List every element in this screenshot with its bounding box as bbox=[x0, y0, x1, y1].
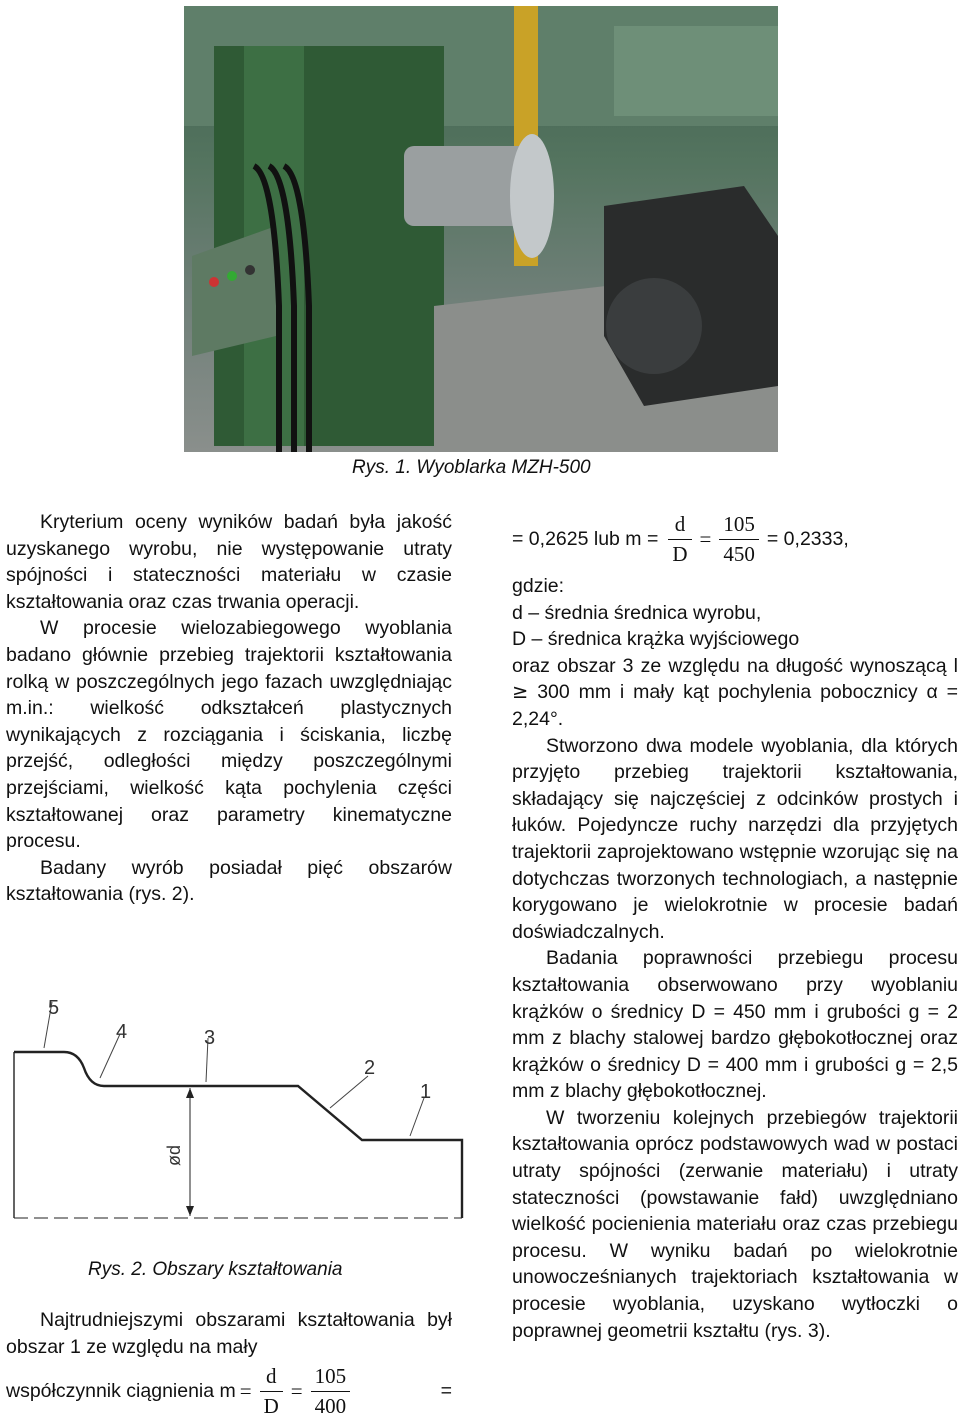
left-paragraph-1: Kryterium oceny wyników badań była jakość uzyskanego wyrobu, nie występowanie utraty spójności i stateczności materiału w czasie kształtowania oraz czas trwania operacji. bbox=[6, 511, 452, 613]
region-label-4: 4 bbox=[116, 1021, 128, 1043]
ge-symbol: ≥ bbox=[512, 680, 529, 704]
profile-outline bbox=[14, 1052, 462, 1218]
fraction2-d-over-D: $\frac{d}{D}$ bbox=[668, 512, 691, 567]
fraction-105-over-400: $\frac{105}{400}$ bbox=[311, 1364, 351, 1419]
region-label-3: 3 bbox=[204, 1027, 216, 1049]
right-paragraph-4: W tworzeniu kolejnych przebiegów trajektorii kształtowania oprócz podstawowych wad w postaci utraty spójności (zerwanie materiału) i utraty stateczności (powstawanie fałd) uwzględniano wielkość pocienienia materiału oraz czas przebiegu procesu. W wyniku badań po wielokrotnie unowocześnianych trajektoriach kształtowania w procesie wyoblania, uzyskano wytłoczki o poprawnej geometrii kształtu (rys. 3). bbox=[512, 1106, 958, 1342]
left-paragraph-3: Badany wyrób posiadał pięć obszarów kształtowania (rys. 2). bbox=[6, 856, 452, 906]
left-paragraph-4: Najtrudniejszymi obszarami kształtowania był obszar 1 ze względu na mały bbox=[6, 1309, 452, 1358]
region-label-1: 1 bbox=[420, 1081, 432, 1103]
figure2-caption: Rys. 2. Obszary kształtowania bbox=[88, 1259, 343, 1280]
formula2-end: = 0,2333, bbox=[766, 528, 849, 550]
figure-photo bbox=[184, 6, 778, 452]
left-column-bottom bbox=[6, 1307, 452, 1360]
right-paragraph-3: Badania poprawności przebiegu procesu kształtowania obserwowano przy wyoblaniu krążków o średnicy D = 450 mm i grubości g = 2 mm z blachy stalowej bardzo głębokotłocznej oraz krążków o średnicy D = 400 mm i grubości g = 2,5 mm z blachy głębokotłocznej. bbox=[512, 947, 958, 1103]
figure1-caption: Rys. 1. Wyoblarka MZH-500 bbox=[352, 457, 591, 478]
formula-drawing-coefficient-1 bbox=[6, 1364, 452, 1419]
diameter-label: ød bbox=[164, 1144, 184, 1166]
region-label-5: 5 bbox=[48, 997, 60, 1019]
fraction-d-over-D: $\frac{d}{D}$ bbox=[260, 1364, 283, 1419]
gdzie-label: gdzie: bbox=[512, 575, 565, 597]
formula2-start: = 0,2625 lub m = bbox=[512, 528, 659, 550]
formula1-equals-1: = bbox=[239, 1379, 252, 1403]
fraction-105-over-450: $\frac{105}{450}$ bbox=[719, 512, 759, 567]
figure2-diagram bbox=[0, 990, 478, 1260]
formula1-prefix: współczynnik ciągnienia m bbox=[6, 1380, 236, 1402]
definition-D: D – średnica krążka wyjściowego bbox=[512, 628, 800, 651]
formula2-equals: = bbox=[699, 527, 712, 551]
formula-drawing-coefficient-2 bbox=[512, 512, 958, 567]
machine-illustration bbox=[184, 6, 778, 452]
left-column bbox=[6, 509, 452, 908]
right-paragraph-2: Stworzono dwa modele wyoblania, dla których przyjęto przebieg trajektorii kształtowania, składający się najczęściej z odcinków prostych i łuków. Pojedyncze ruchy narzędzi dla przyjętych trajektorii zaprojektowano wstępnie wzorując się na dotychczas tworzonych technologiach, a następnie korygowano je wielokrotnie w procesie badań doświadczalnych. bbox=[512, 734, 958, 943]
region-label-2: 2 bbox=[364, 1057, 376, 1079]
right-column bbox=[512, 573, 958, 1344]
formula1-equals-2: = bbox=[290, 1379, 303, 1403]
formula1-trailing-equals: = bbox=[440, 1380, 452, 1402]
definition-d: d – średnia średnica wyrobu, bbox=[512, 601, 762, 624]
left-paragraph-2: W procesie wielozabiegowego wyoblania badano głównie przebieg trajektorii kształtowania rolką w poszczególnych jego fazach uwzględniając m.in.: wielkość odkształceń plastycznych wynikających z rozciągania i ściskania, liczbę przejść, odległości między poszczególnymi przejściami, wielkość kąta pochylenia części kształtowanej oraz parametry kinematyczne procesu. bbox=[6, 617, 452, 853]
right-paragraph-area3: oraz obszar 3 ze względu na długość wynoszącą l ≥ 300 mm i mały kąt pochylenia pobocznicy α = 2,24°. bbox=[512, 654, 958, 730]
